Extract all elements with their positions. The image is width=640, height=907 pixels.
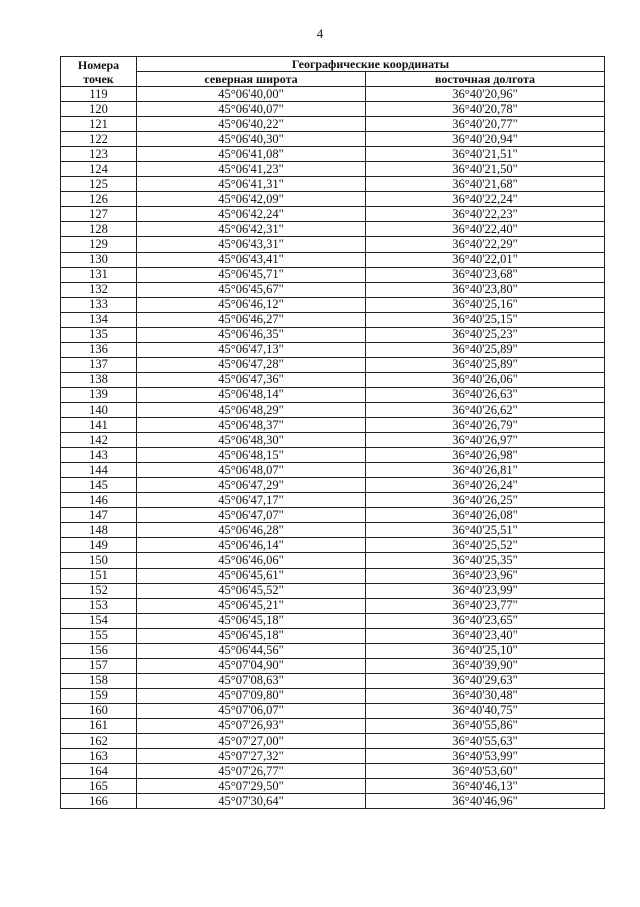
table-row	[61, 342, 605, 357]
table-row	[61, 583, 605, 598]
longitude-cell: 36°40'30,48"	[366, 688, 605, 703]
latitude-cell: 45°06'45,18"	[137, 628, 366, 643]
table-row	[61, 177, 605, 192]
latitude-cell: 45°06'45,52"	[137, 583, 366, 598]
latitude-cell: 45°06'46,28"	[137, 523, 366, 538]
longitude-cell: 36°40'55,86"	[366, 718, 605, 733]
point-number-cell: 149	[61, 538, 137, 553]
point-number-cell: 133	[61, 297, 137, 312]
latitude-cell: 45°06'46,12"	[137, 297, 366, 312]
point-number-cell: 139	[61, 387, 137, 402]
table-row	[61, 282, 605, 297]
longitude-cell: 36°40'26,06"	[366, 372, 605, 387]
longitude-cell: 36°40'26,62"	[366, 402, 605, 417]
point-number-cell: 147	[61, 508, 137, 523]
table-row	[61, 628, 605, 643]
point-number-cell: 120	[61, 102, 137, 117]
point-number-cell: 157	[61, 658, 137, 673]
table-row	[61, 327, 605, 342]
table-row	[61, 192, 605, 207]
latitude-cell: 45°06'43,41"	[137, 252, 366, 267]
longitude-cell: 36°40'25,52"	[366, 538, 605, 553]
latitude-cell: 45°06'40,22"	[137, 117, 366, 132]
latitude-cell: 45°06'47,29"	[137, 478, 366, 493]
table-row	[61, 463, 605, 478]
point-number-cell: 125	[61, 177, 137, 192]
latitude-cell: 45°06'47,07"	[137, 508, 366, 523]
point-number-cell: 159	[61, 688, 137, 703]
longitude-cell: 36°40'21,51"	[366, 147, 605, 162]
point-number-cell: 144	[61, 463, 137, 478]
longitude-cell: 36°40'25,89"	[366, 342, 605, 357]
table-row	[61, 418, 605, 433]
table-row	[61, 372, 605, 387]
longitude-cell: 36°40'22,24"	[366, 192, 605, 207]
table-header-row	[61, 57, 605, 72]
table-row	[61, 553, 605, 568]
latitude-cell: 45°06'40,00"	[137, 87, 366, 102]
longitude-cell: 36°40'25,16"	[366, 297, 605, 312]
point-number-cell: 137	[61, 357, 137, 372]
point-number-cell: 119	[61, 87, 137, 102]
point-number-cell: 128	[61, 222, 137, 237]
point-number-cell: 164	[61, 764, 137, 779]
table-row	[61, 222, 605, 237]
latitude-cell: 45°06'48,07"	[137, 463, 366, 478]
latitude-cell: 45°07'27,00"	[137, 734, 366, 749]
table-row	[61, 147, 605, 162]
longitude-column-header: восточная долгота	[366, 72, 605, 87]
table-body	[61, 87, 605, 809]
table-row	[61, 207, 605, 222]
point-number-cell: 154	[61, 613, 137, 628]
table-row	[61, 297, 605, 312]
table-row	[61, 779, 605, 794]
table-row	[61, 508, 605, 523]
point-number-cell: 155	[61, 628, 137, 643]
number-column-header-line2: точек	[83, 71, 114, 86]
longitude-cell: 36°40'20,96"	[366, 87, 605, 102]
latitude-cell: 45°06'41,23"	[137, 162, 366, 177]
point-number-cell: 136	[61, 342, 137, 357]
longitude-cell: 36°40'25,51"	[366, 523, 605, 538]
point-number-cell: 165	[61, 779, 137, 794]
point-number-cell: 127	[61, 207, 137, 222]
latitude-cell: 45°07'26,77"	[137, 764, 366, 779]
longitude-cell: 36°40'25,35"	[366, 553, 605, 568]
latitude-cell: 45°06'40,07"	[137, 102, 366, 117]
point-number-cell: 156	[61, 643, 137, 658]
table-row	[61, 598, 605, 613]
table-row	[61, 357, 605, 372]
table-row	[61, 267, 605, 282]
table-row	[61, 658, 605, 673]
latitude-cell: 45°07'09,80"	[137, 688, 366, 703]
latitude-cell: 45°06'42,31"	[137, 222, 366, 237]
longitude-cell: 36°40'20,77"	[366, 117, 605, 132]
latitude-cell: 45°06'47,36"	[137, 372, 366, 387]
latitude-cell: 45°06'45,18"	[137, 613, 366, 628]
point-number-cell: 161	[61, 718, 137, 733]
table-row	[61, 237, 605, 252]
longitude-cell: 36°40'46,13"	[366, 779, 605, 794]
point-number-cell: 134	[61, 312, 137, 327]
latitude-cell: 45°06'46,35"	[137, 327, 366, 342]
table-row	[61, 734, 605, 749]
point-number-cell: 142	[61, 433, 137, 448]
latitude-cell: 45°06'46,06"	[137, 553, 366, 568]
longitude-cell: 36°40'23,80"	[366, 282, 605, 297]
table-row	[61, 643, 605, 658]
point-number-cell: 121	[61, 117, 137, 132]
table-row	[61, 749, 605, 764]
table-row	[61, 252, 605, 267]
number-column-header	[61, 57, 137, 87]
longitude-cell: 36°40'53,99"	[366, 749, 605, 764]
table-row	[61, 433, 605, 448]
latitude-cell: 45°07'30,64"	[137, 794, 366, 809]
latitude-column-header: северная широта	[137, 72, 366, 87]
point-number-cell: 141	[61, 418, 137, 433]
point-number-cell: 130	[61, 252, 137, 267]
latitude-cell: 45°06'41,31"	[137, 177, 366, 192]
point-number-cell: 123	[61, 147, 137, 162]
latitude-cell: 45°07'06,07"	[137, 703, 366, 718]
table-row	[61, 538, 605, 553]
point-number-cell: 151	[61, 568, 137, 583]
longitude-cell: 36°40'26,79"	[366, 418, 605, 433]
table-row	[61, 478, 605, 493]
table-row	[61, 162, 605, 177]
point-number-cell: 160	[61, 703, 137, 718]
point-number-cell: 162	[61, 734, 137, 749]
table-row	[61, 794, 605, 809]
longitude-cell: 36°40'26,63"	[366, 387, 605, 402]
point-number-cell: 140	[61, 402, 137, 417]
table-row	[61, 493, 605, 508]
latitude-cell: 45°06'42,24"	[137, 207, 366, 222]
latitude-cell: 45°06'47,17"	[137, 493, 366, 508]
number-column-header-line1: Номера	[77, 57, 120, 72]
table-row	[61, 673, 605, 688]
point-number-cell: 148	[61, 523, 137, 538]
longitude-cell: 36°40'40,75"	[366, 703, 605, 718]
longitude-cell: 36°40'20,78"	[366, 102, 605, 117]
longitude-cell: 36°40'26,08"	[366, 508, 605, 523]
point-number-cell: 146	[61, 493, 137, 508]
longitude-cell: 36°40'46,96"	[366, 794, 605, 809]
point-number-cell: 135	[61, 327, 137, 342]
longitude-cell: 36°40'22,23"	[366, 207, 605, 222]
longitude-cell: 36°40'23,68"	[366, 267, 605, 282]
longitude-cell: 36°40'21,68"	[366, 177, 605, 192]
point-number-cell: 150	[61, 553, 137, 568]
longitude-cell: 36°40'39,90"	[366, 658, 605, 673]
table-row	[61, 703, 605, 718]
latitude-cell: 45°06'48,15"	[137, 448, 366, 463]
latitude-cell: 45°06'45,71"	[137, 267, 366, 282]
point-number-cell: 131	[61, 267, 137, 282]
latitude-cell: 45°06'40,30"	[137, 132, 366, 147]
longitude-cell: 36°40'26,25"	[366, 493, 605, 508]
longitude-cell: 36°40'22,40"	[366, 222, 605, 237]
latitude-cell: 45°06'48,29"	[137, 402, 366, 417]
table-row	[61, 87, 605, 102]
longitude-cell: 36°40'23,65"	[366, 613, 605, 628]
table-row	[61, 102, 605, 117]
table-row	[61, 613, 605, 628]
point-number-cell: 124	[61, 162, 137, 177]
longitude-cell: 36°40'26,81"	[366, 463, 605, 478]
table-row	[61, 402, 605, 417]
latitude-cell: 45°06'44,56"	[137, 643, 366, 658]
latitude-cell: 45°06'48,30"	[137, 433, 366, 448]
longitude-cell: 36°40'23,77"	[366, 598, 605, 613]
table-row	[61, 312, 605, 327]
point-number-cell: 163	[61, 749, 137, 764]
table-row	[61, 132, 605, 147]
longitude-cell: 36°40'20,94"	[366, 132, 605, 147]
point-number-cell: 152	[61, 583, 137, 598]
point-number-cell: 126	[61, 192, 137, 207]
table-row	[61, 718, 605, 733]
latitude-cell: 45°06'45,21"	[137, 598, 366, 613]
longitude-cell: 36°40'23,99"	[366, 583, 605, 598]
longitude-cell: 36°40'25,23"	[366, 327, 605, 342]
longitude-cell: 36°40'25,10"	[366, 643, 605, 658]
table-row	[61, 688, 605, 703]
longitude-cell: 36°40'22,29"	[366, 237, 605, 252]
longitude-cell: 36°40'26,97"	[366, 433, 605, 448]
table-row	[61, 764, 605, 779]
longitude-cell: 36°40'23,96"	[366, 568, 605, 583]
table-row	[61, 117, 605, 132]
longitude-cell: 36°40'29,63"	[366, 673, 605, 688]
point-number-cell: 153	[61, 598, 137, 613]
table-row	[61, 523, 605, 538]
longitude-cell: 36°40'25,15"	[366, 312, 605, 327]
longitude-cell: 36°40'21,50"	[366, 162, 605, 177]
longitude-cell: 36°40'22,01"	[366, 252, 605, 267]
longitude-cell: 36°40'23,40"	[366, 628, 605, 643]
page-number: 4	[316, 26, 324, 41]
point-number-cell: 145	[61, 478, 137, 493]
table-row	[61, 568, 605, 583]
longitude-cell: 36°40'53,60"	[366, 764, 605, 779]
latitude-cell: 45°06'45,61"	[137, 568, 366, 583]
latitude-cell: 45°07'29,50"	[137, 779, 366, 794]
longitude-cell: 36°40'55,63"	[366, 734, 605, 749]
point-number-cell: 129	[61, 237, 137, 252]
latitude-cell: 45°06'47,28"	[137, 357, 366, 372]
latitude-cell: 45°06'48,14"	[137, 387, 366, 402]
latitude-cell: 45°06'48,37"	[137, 418, 366, 433]
latitude-cell: 45°06'46,27"	[137, 312, 366, 327]
point-number-cell: 138	[61, 372, 137, 387]
latitude-cell: 45°06'43,31"	[137, 237, 366, 252]
latitude-cell: 45°07'26,93"	[137, 718, 366, 733]
coordinates-group-header: Географические координаты	[137, 57, 605, 72]
point-number-cell: 143	[61, 448, 137, 463]
point-number-cell: 158	[61, 673, 137, 688]
point-number-cell: 166	[61, 794, 137, 809]
latitude-cell: 45°07'08,63"	[137, 673, 366, 688]
table-row	[61, 448, 605, 463]
table-row	[61, 387, 605, 402]
longitude-cell: 36°40'26,24"	[366, 478, 605, 493]
point-number-cell: 132	[61, 282, 137, 297]
point-number-cell: 122	[61, 132, 137, 147]
latitude-cell: 45°06'41,08"	[137, 147, 366, 162]
latitude-cell: 45°06'45,67"	[137, 282, 366, 297]
table-subheader-row	[61, 72, 605, 87]
longitude-cell: 36°40'25,89"	[366, 357, 605, 372]
longitude-cell: 36°40'26,98"	[366, 448, 605, 463]
latitude-cell: 45°06'42,09"	[137, 192, 366, 207]
latitude-cell: 45°06'47,13"	[137, 342, 366, 357]
latitude-cell: 45°07'04,90"	[137, 658, 366, 673]
latitude-cell: 45°07'27,32"	[137, 749, 366, 764]
coordinates-table	[60, 56, 605, 809]
latitude-cell: 45°06'46,14"	[137, 538, 366, 553]
